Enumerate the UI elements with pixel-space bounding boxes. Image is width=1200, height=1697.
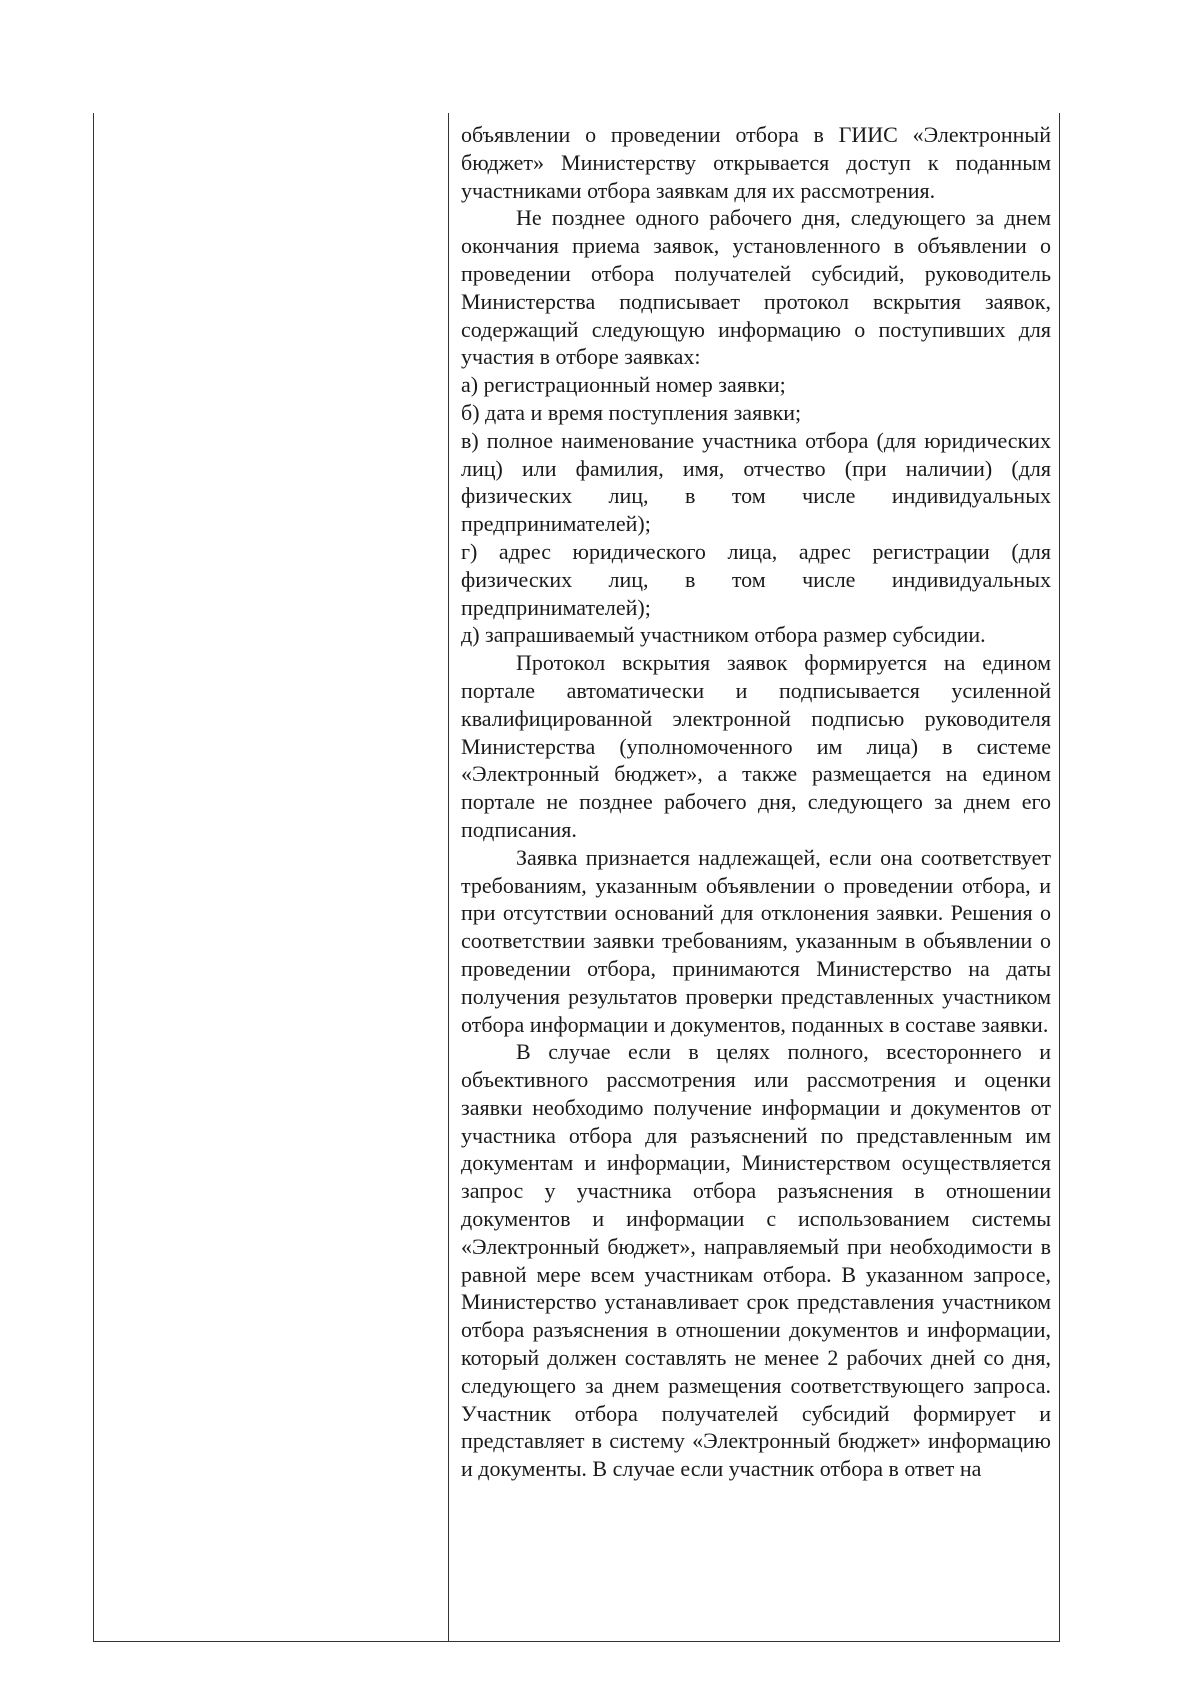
table-cell-right bbox=[461, 121, 1051, 1636]
paragraph-2: Не позднее одного рабочего дня, следующего за днем окончания приема заявок, установленного в объявлении о проведении отбора получателей субсидий, руководитель Министерства подписывает протокол вскрытия заявок, содержащий следующую информацию о поступивших для участия в отборе заявках: bbox=[461, 205, 1051, 370]
paragraph-1: объявлении о проведении отбора в ГИИС «Электронный бюджет» Министерству открывается доступ к поданным участниками отбора заявкам для их рассмотрения. bbox=[461, 122, 1051, 203]
list-item-c: в) полное наименование участника отбора (для юридических лиц) или фамилия, имя, отчество (при наличии) (для физических лиц, в том числе индивидуальных предпринимателей); bbox=[461, 427, 1051, 537]
list-item-e: д) запрашиваемый участником отбора размер субсидии. bbox=[461, 622, 986, 648]
table-cell-left bbox=[94, 113, 448, 1641]
paragraph-protocol: Протокол вскрытия заявок формируется на едином портале автоматически и подписывается усиленной квалифицированной электронной подписью руководителя Министерства (уполномоченного им лица) в системе «Электронный бюджет», а также размещается на едином портале не позднее рабочего дня, следующего за днем его подписания. bbox=[461, 650, 1051, 842]
list-item-a: а) регистрационный номер заявки; bbox=[461, 372, 786, 398]
column-divider bbox=[448, 113, 449, 1642]
paragraph-application: Заявка признается надлежащей, если она соответствует требованиям, указанным объявлении о проведении отбора, и при отсутствии оснований для отклонения заявки. Решения о соответствии заявки требованиям, указанным в объявлении о проведении отбора, принимаются Министерство на даты получения результатов проверки представленных участником отбора информации и документов, поданных в составе заявки. bbox=[461, 844, 1051, 1037]
list-item-b: б) дата и время поступления заявки; bbox=[461, 399, 802, 425]
list-item-d: г) адрес юридического лица, адрес регистрации (для физических лиц, в том числе индивидуальных предпринимателей); bbox=[461, 538, 1051, 620]
paragraph-clarification: В случае если в целях полного, всестороннего и объективного рассмотрения или рассмотрения и оценки заявки необходимо получение информации и документов от участника отбора для разъяснений по представленным им документам и информации, Министерством осуществляется запрос у участника отбора разъяснения в отношении документов и информации с использованием системы «Электронный бюджет», направляемый при необходимости в равной мере всем участникам отбора. В указанном запросе, Министерство устанавливает срок представления участником отбора разъяснения в отношении документов и информации, который должен составлять не менее 2 рабочих дней со дня, следующего за днем размещения соответствующего запроса. Участник отбора получателей субсидий формирует и представляет в систему «Электронный бюджет» информацию и документы. В случае если участник отбора в ответ на bbox=[461, 1039, 1051, 1482]
